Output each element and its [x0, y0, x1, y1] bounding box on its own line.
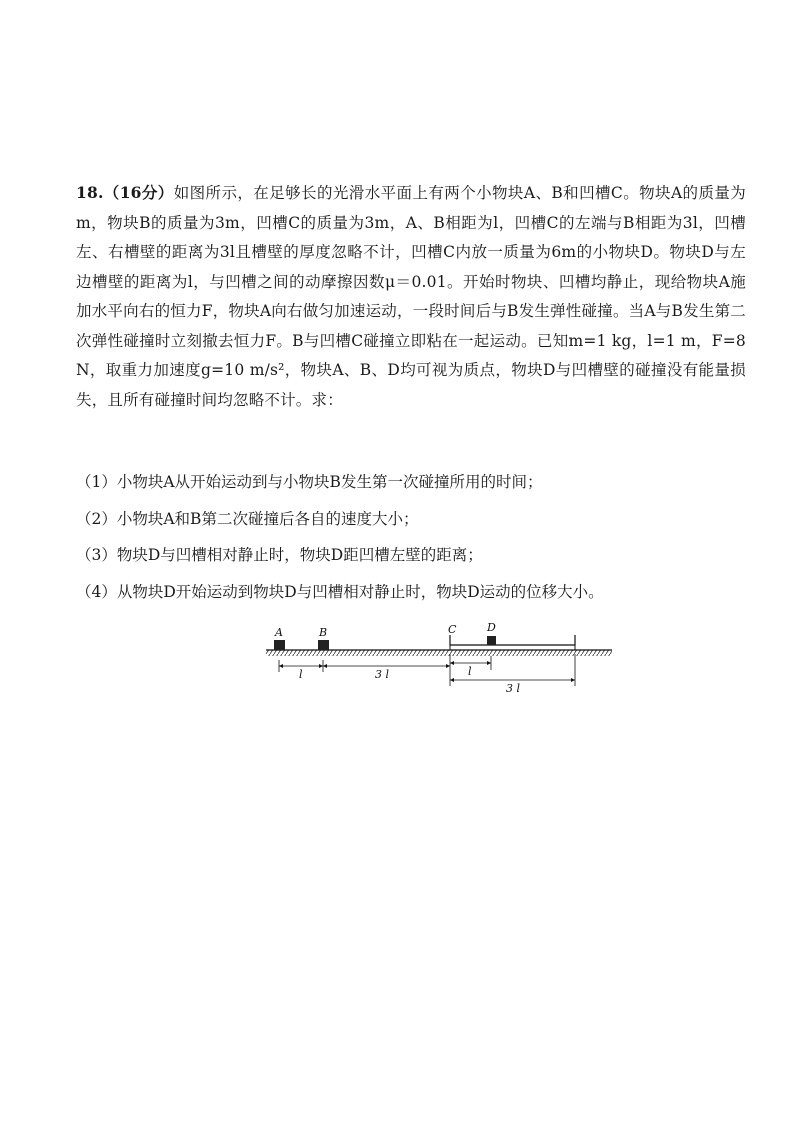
dim-label-bc: 3 l: [375, 668, 390, 681]
label-c: C: [448, 623, 457, 636]
ground-hatching: [266, 650, 612, 656]
question-1: （1）小物块A从开始运动到与小物块B发生第一次碰撞所用的时间；: [76, 473, 543, 491]
dim-label-ab: l: [299, 668, 303, 681]
label-b: B: [319, 626, 328, 639]
groove-c: [450, 635, 575, 645]
question-3: （3）物块D与凹槽相对静止时，物块D距凹槽左壁的距离；: [76, 546, 483, 564]
diagram-svg: [262, 618, 622, 694]
problem-statement: [76, 178, 746, 415]
block-d: [487, 636, 496, 645]
dim-label-cd: l: [468, 665, 472, 678]
physics-diagram: [262, 618, 622, 694]
label-d: D: [487, 621, 496, 634]
question-list: [76, 468, 746, 614]
label-a: A: [275, 626, 283, 639]
block-b: [318, 640, 329, 650]
question-2: （2）小物块A和B第二次碰撞后各自的速度大小；: [76, 509, 419, 528]
problem-number: 18.（16分）: [76, 183, 174, 202]
block-a: [274, 640, 285, 650]
problem-body: 如图所示，在足够长的光滑水平面上有两个小物块A、B和凹槽C。物块A的质量为m，物块B的质量为3m，凹槽C的质量为3m，A、B相距为l，凹槽C的左端与B相距为3l，凹槽左、右槽壁的距离为3l且槽壁的厚度忽略不计，凹槽C内放一质量为6m的小物块D。物块D与左边槽壁的距离为l，与凹槽之间的动摩擦因数μ＝0.01。开始时物块、凹槽均静止，现给物块A施加水平向右的恒力F，物块A向右做匀加速运动，一段时间后与B发生弹性碰撞。当A与B发生第二次弹性碰撞时立刻撤去恒力F。B与凹槽C碰撞立即粘在一起运动。已知m=1 kg，l=1 m，F=8 N，取重力加速度g=10 m/s²，物块A、B、D均可视为质点，物块D与凹槽壁的碰撞没有能量损失，且所有碰撞时间均忽略不计。求：: [76, 184, 746, 409]
dim-label-groove: 3 l: [506, 682, 521, 694]
question-4: （4）从物块D开始运动到物块D与凹槽相对静止时，物块D运动的位移大小。: [76, 582, 604, 601]
